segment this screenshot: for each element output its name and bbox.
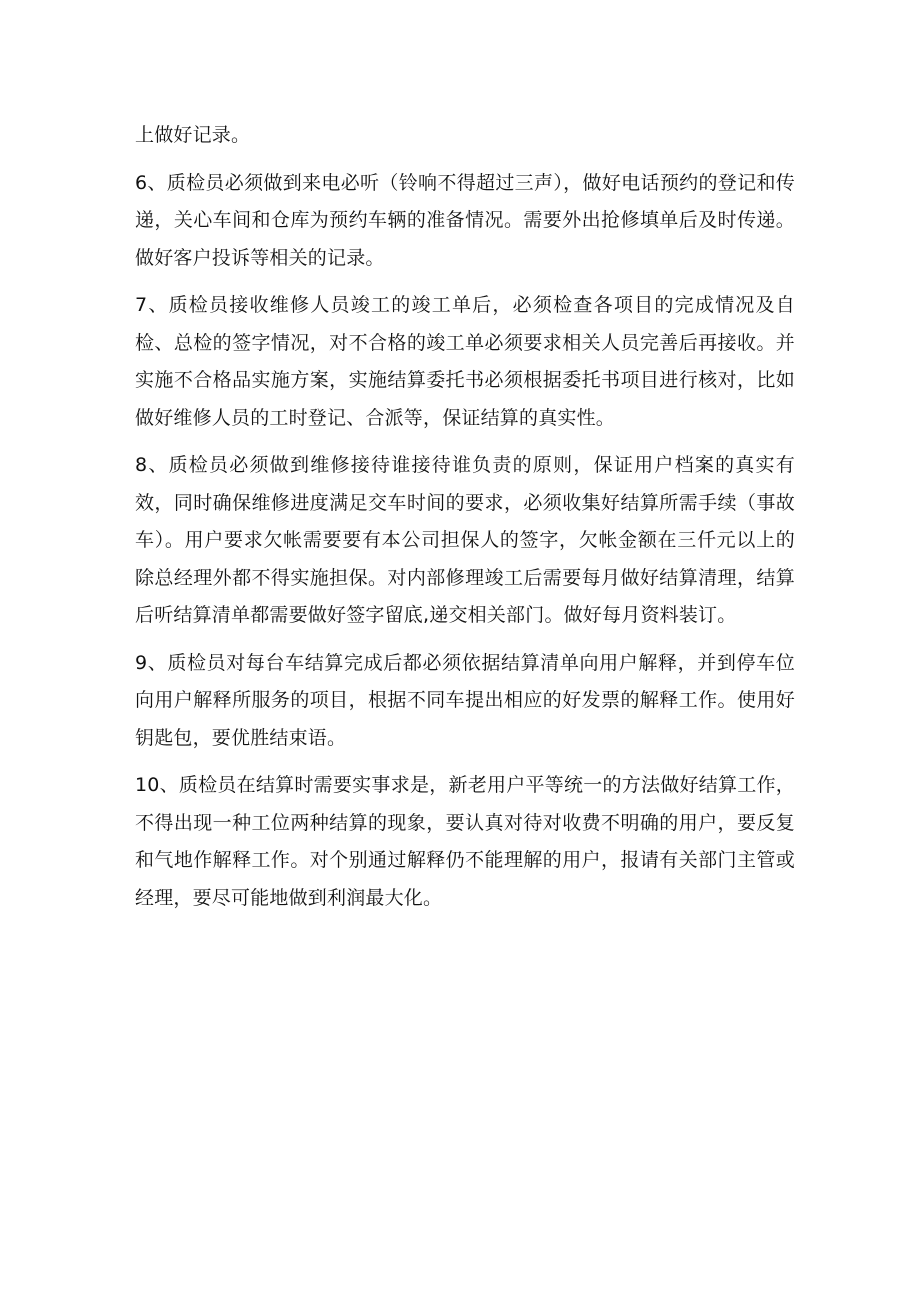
paragraph-item-7: 7、质检员接收维修人员竣工的竣工单后，必须检查各项目的完成情况及自检、总检的签字情况，对不合格的竣工单必须要求相关人员完善后再接收。并实施不合格品实施方案，实施结算委托书必须根据委托书项目进行核对，比如做好维修人员的工时登记、合派等，保证结算的真实性。 bbox=[135, 294, 795, 429]
document-body bbox=[135, 117, 795, 917]
paragraph-item-10: 10、质检员在结算时需要实事求是，新老用户平等统一的方法做好结算工作，不得出现一种工位两种结算的现象，要认真对待对收费不明确的用户，要反复和气地作解释工作。对个别通过解释仍不能理解的用户，报请有关部门主管或经理，要尽可能地做到利润最大化。 bbox=[135, 774, 795, 909]
paragraph-continuation: 上做好记录。 bbox=[135, 124, 251, 146]
paragraph-item-8: 8、质检员必须做到维修接待谁接待谁负责的原则，保证用户档案的真实有效，同时确保维修进度满足交车时间的要求，必须收集好结算所需手续（事故车）。用户要求欠帐需要要有本公司担保人的签字，欠帐金额在三仟元以上的除总经理外都不得实施担保。对内部修理竣工后需要每月做好结算清理，结算后听结算清单都需要做好签字留底,递交相关部门。做好每月资料装订。 bbox=[135, 454, 795, 626]
paragraph-item-6: 6、质检员必须做到来电必听（铃响不得超过三声），做好电话预约的登记和传递，关心车间和仓库为预约车辆的准备情况。需要外出抢修填单后及时传递。做好客户投诉等相关的记录。 bbox=[135, 171, 795, 269]
paragraph-item-9: 9、质检员对每台车结算完成后都必须依据结算清单向用户解释，并到停车位向用户解释所服务的项目，根据不同车提出相应的好发票的解释工作。使用好钥匙包，要优胜结束语。 bbox=[135, 651, 795, 749]
